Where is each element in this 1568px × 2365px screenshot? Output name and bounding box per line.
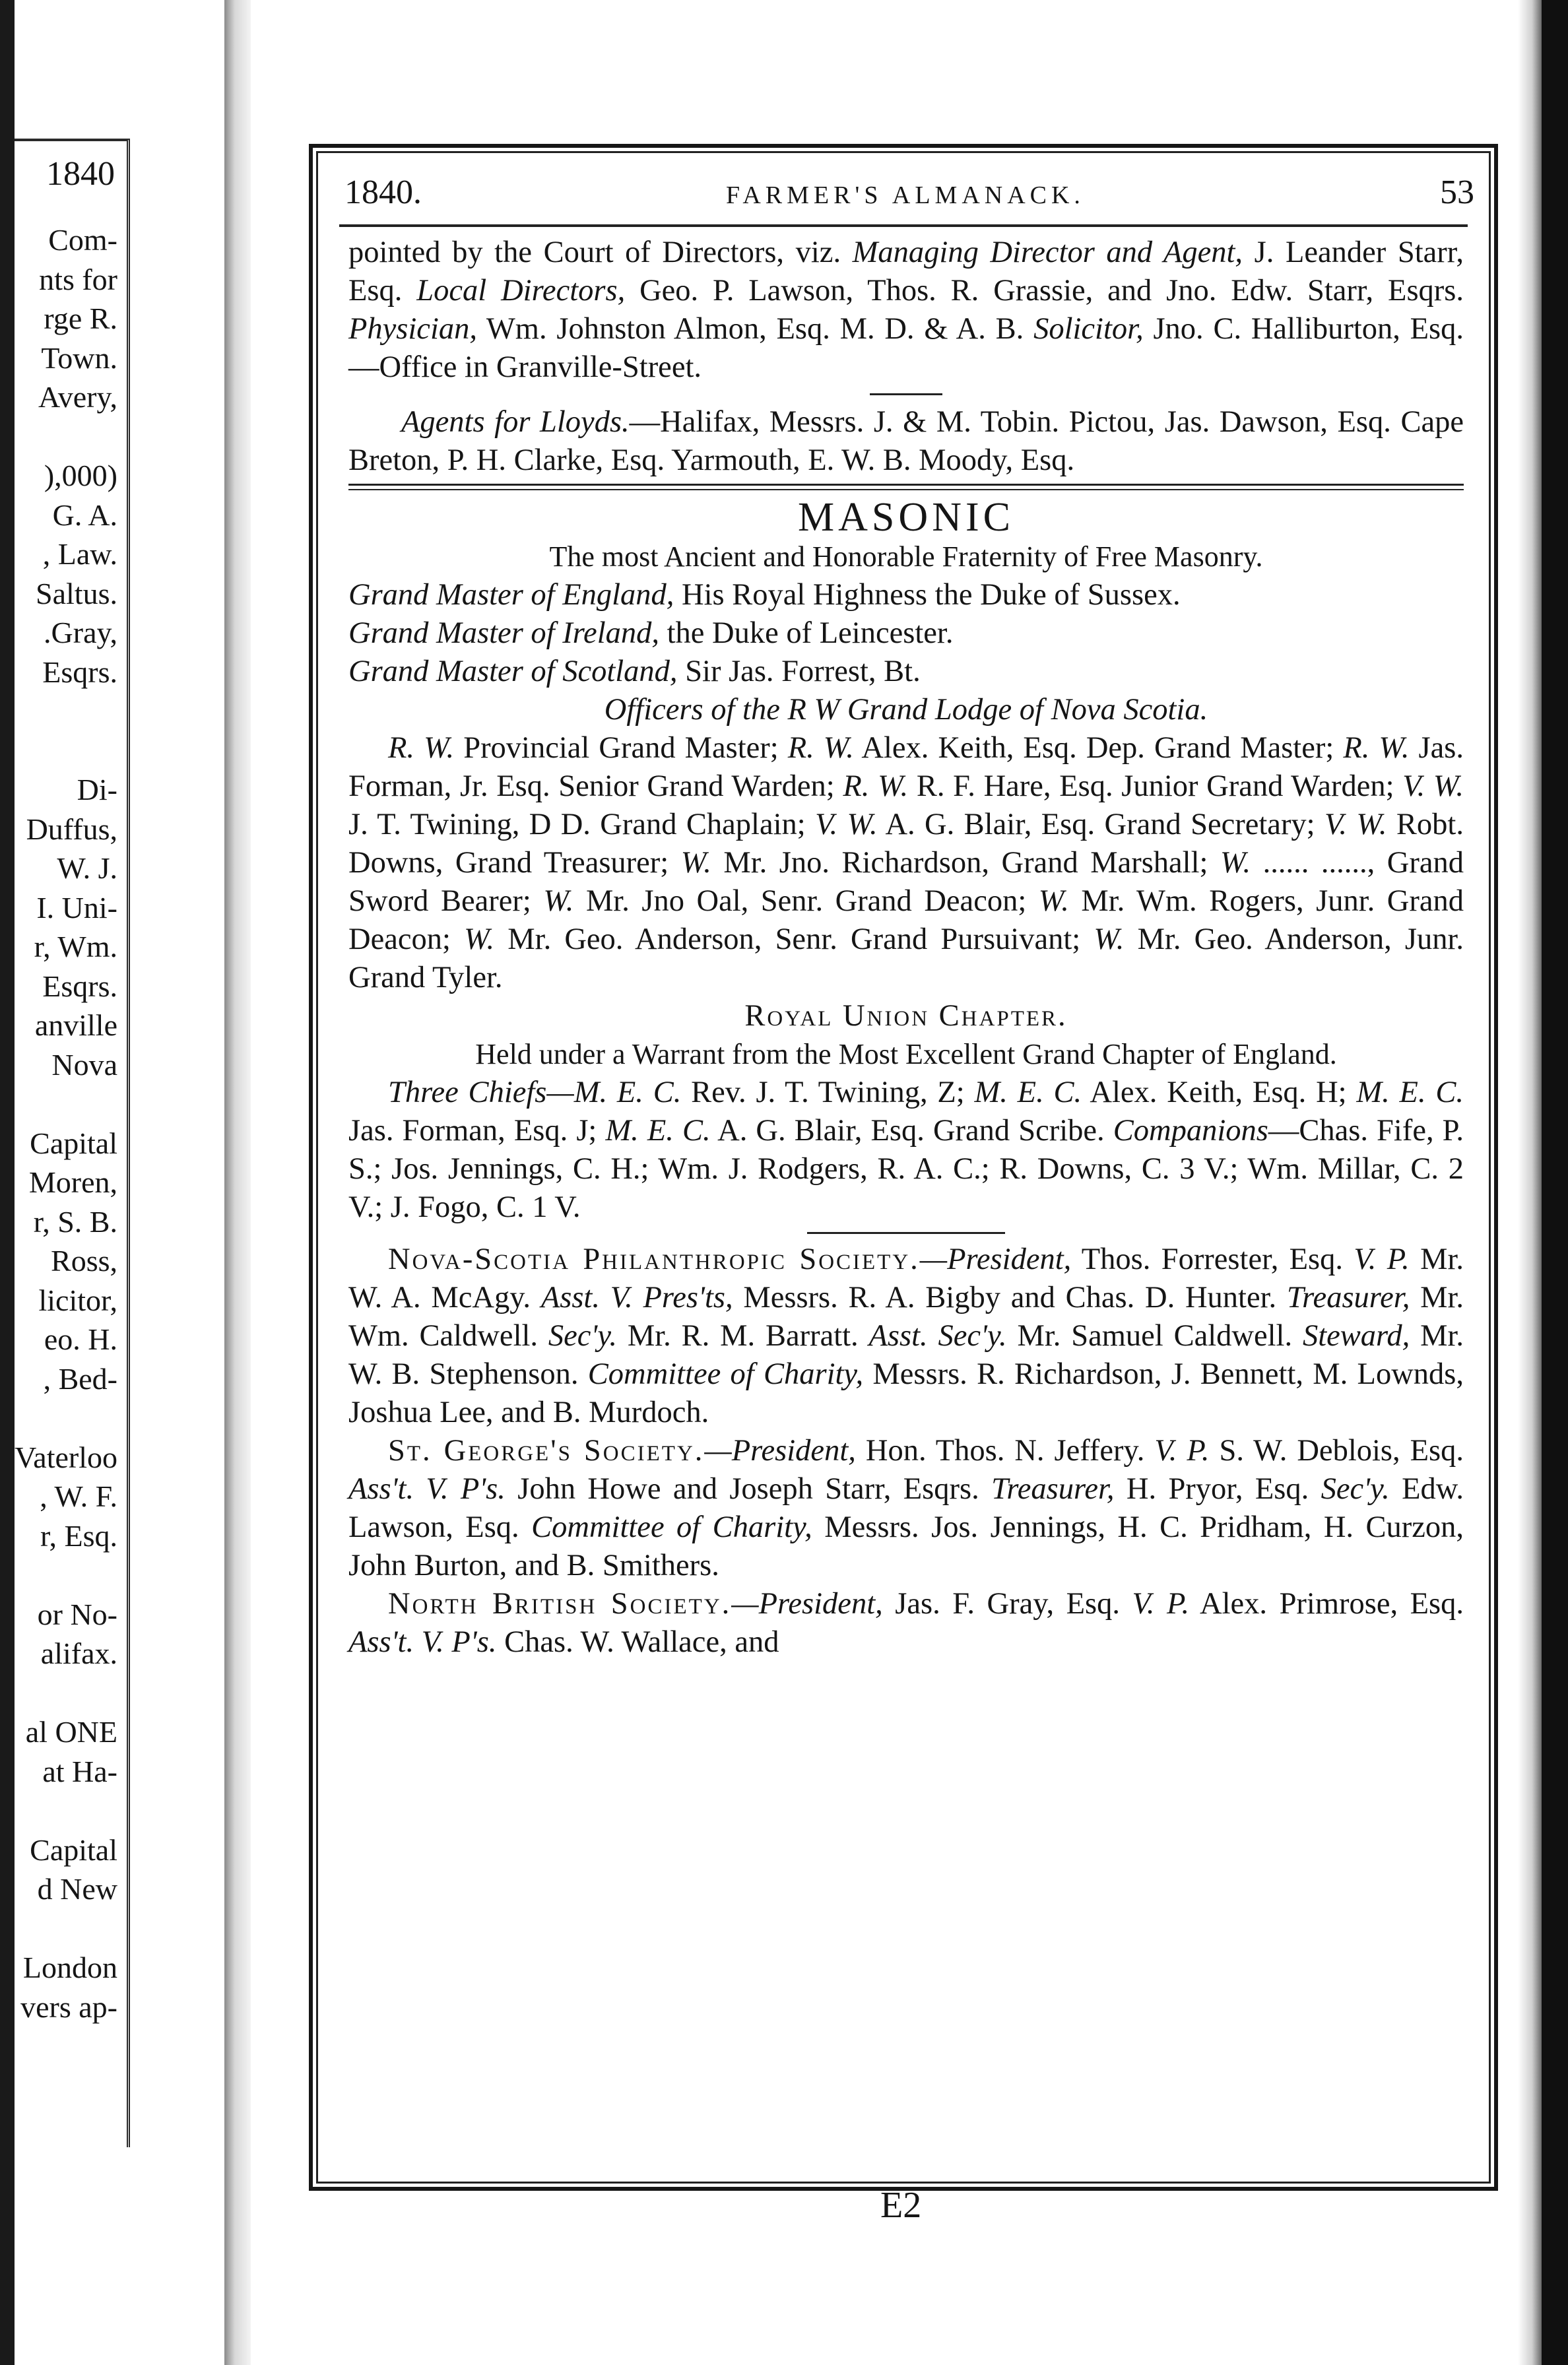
- left-page-line: , Bed-: [43, 1361, 117, 1396]
- left-page-line: Capital: [30, 1832, 117, 1867]
- royal-union-title: Royal Union Chapter.: [744, 999, 1068, 1033]
- header-year: 1840.: [344, 174, 422, 211]
- left-page-line: [15, 1791, 117, 1830]
- left-page-line: W. J.: [57, 851, 117, 885]
- left-page-line: licitor,: [38, 1283, 117, 1317]
- left-page-lines: [15, 220, 117, 2026]
- left-page-line: Saltus.: [36, 576, 117, 610]
- left-page-line: nts for: [39, 262, 117, 296]
- left-page-line: I. Uni-: [36, 890, 117, 924]
- left-page-line: r, S. B.: [33, 1204, 117, 1239]
- left-page-line: rge R.: [44, 302, 117, 335]
- left-page-line: Ross,: [51, 1244, 117, 1278]
- left-page-line: al ONE: [25, 1715, 117, 1749]
- grand-master-scotland: Grand Master of Scotland, Sir Jas. Forrest, Bt.: [348, 655, 921, 688]
- grand-master-england: Grand Master of England, His Royal Highness the Duke of Sussex.: [348, 578, 1181, 612]
- section-divider: [870, 393, 942, 395]
- left-page-line: eo. H.: [44, 1322, 117, 1356]
- left-page-line: , W. F.: [40, 1479, 117, 1513]
- page-edge-shadow: [1518, 0, 1542, 2365]
- left-page-line: Nova: [51, 1047, 117, 1082]
- grand-master-ireland: Grand Master of Ireland, the Duke of Leincester.: [348, 616, 954, 650]
- signature-mark: E2: [880, 2185, 922, 2226]
- left-page-line: Town.: [41, 340, 117, 375]
- page-body: [348, 234, 1464, 1662]
- left-page-line: [15, 1398, 117, 1438]
- left-page-line: d New: [37, 1872, 117, 1906]
- section-divider-long: [807, 1232, 1005, 1234]
- left-page-line: [15, 1909, 117, 1949]
- left-page-line: at Ha-: [42, 1754, 117, 1788]
- book-gutter: [224, 0, 251, 2365]
- page-number: 53: [1440, 174, 1474, 211]
- left-page-line: r, Esq.: [40, 1518, 117, 1553]
- header-title: FARMER'S ALMANACK.: [726, 181, 1085, 209]
- lloyds-label: Agents for Lloyds.: [401, 405, 630, 439]
- left-page-line: Moren,: [28, 1165, 117, 1199]
- north-british-society: North British Society.—President, Jas. F. Gray, Esq. V. P. Alex. Primrose, Esq. Ass't. V. P's. Chas. W. Wallace, and: [348, 1587, 1464, 1659]
- left-page-line: vers ap-: [20, 1990, 117, 2024]
- left-page-line: r, Wm.: [34, 930, 117, 963]
- page-frame: [309, 144, 1498, 2191]
- left-page-line: [15, 692, 117, 731]
- left-page-line: or No-: [37, 1597, 117, 1631]
- masonic-subtitle: The most Ancient and Honorable Fraternity of Free Masonry.: [549, 540, 1263, 573]
- left-page-line: Com-: [48, 223, 117, 257]
- left-page-line: [15, 1673, 117, 1713]
- royal-union-subtitle: Held under a Warrant from the Most Excellent Grand Chapter of England.: [475, 1038, 1337, 1070]
- left-page-fragment: [15, 139, 130, 2147]
- left-page-line: [15, 1555, 117, 1595]
- left-page-line: Capital: [30, 1126, 117, 1160]
- double-rule: [348, 484, 1464, 490]
- masonic-title: MASONIC: [798, 495, 1014, 540]
- left-page-line: G. A.: [52, 498, 117, 532]
- left-page-line: [15, 1084, 117, 1124]
- running-head: [344, 173, 1474, 219]
- insurance-paragraph: pointed by the Court of Directors, viz. Managing Director and Agent, J. Leander Starr, Esq. Local Directors, Geo. P. Lawson, Thos. R. Grassie, and Jno. Edw. Starr, Esqrs. Physician, Wm. Johnston Almon, Esq. M. D. & A. B. Solicitor, Jno. C. Halliburton, Esq.—Office in Granville-Street.: [348, 236, 1464, 384]
- left-page-line: .Gray,: [44, 616, 117, 649]
- scan-edge-left: [0, 0, 15, 2365]
- royal-union-officers: Three Chiefs—M. E. C. Rev. J. T. Twining, Z; M. E. C. Alex. Keith, Esq. H; M. E. C. Jas. Forman, Esq. J; M. E. C. A. G. Blair, Esq. Grand Scribe. Companions—Chas. Fife, P. S.; Jos. Jennings, C. H.; Wm. J. Rodgers, R. A. C.; R. Downs, C. 3 V.; Wm. Millar, C. 2 V.; J. Fogo, C. 1 V.: [348, 1076, 1464, 1224]
- left-page-line: anville: [34, 1008, 117, 1042]
- left-page-line: Di-: [77, 773, 117, 806]
- left-page-year: 1840: [46, 155, 115, 193]
- left-page-line: Avery,: [38, 380, 117, 414]
- left-page-line: , Law.: [42, 537, 117, 571]
- left-page-line: ),000): [44, 459, 117, 492]
- left-page-line: Vaterloo: [15, 1440, 117, 1474]
- left-page-line: alifax.: [40, 1636, 117, 1670]
- header-rule: [339, 224, 1468, 227]
- scan-edge-right: [1542, 0, 1568, 2365]
- left-page-line: Esqrs.: [42, 969, 117, 1003]
- left-page-line: [15, 417, 117, 457]
- grand-lodge-officers: R. W. Provincial Grand Master; R. W. Alex. Keith, Esq. Dep. Grand Master; R. W. Jas. Forman, Jr. Esq. Senior Grand Warden; R. W. R. F. Hare, Esq. Junior Grand Warden; V. W. J. T. Twining, D D. Grand Chaplain; V. W. A. G. Blair, Esq. Grand Secretary; V. W. Robt. Downs, Grand Treasurer; W. Mr. Jno. Richardson, Grand Marshall; W. ...... ......, Grand Sword Bearer; W. Mr. Jno Oal, Senr. Grand Deacon; W. Mr. Wm. Rogers, Junr. Grand Deacon; W. Mr. Geo. Anderson, Senr. Grand Pursuivant; W. Mr. Geo. Anderson, Junr. Grand Tyler.: [348, 731, 1464, 994]
- st-george-society: St. George's Society.—President, Hon. Thos. N. Jeffery. V. P. S. W. Deblois, Esq. Ass't. V. P's. John Howe and Joseph Starr, Esqrs. Treasurer, H. Pryor, Esq. Sec'y. Edw. Lawson, Esq. Committee of Charity, Messrs. Jos. Jennings, H. C. Pridham, H. Curzon, John Burton, and B. Smithers.: [348, 1434, 1464, 1582]
- left-page-line: Duffus,: [26, 812, 117, 846]
- lloyds-paragraph: Agents for Lloyds.—Halifax, Messrs. J. & M. Tobin. Pictou, Jas. Dawson, Esq. Cape Breton, P. H. Clarke, Esq. Yarmouth, E. W. B. Moody, Esq.: [348, 405, 1464, 477]
- philanthropic-society: Nova-Scotia Philanthropic Society.—President, Thos. Forrester, Esq. V. P. Mr. W. A. McAgy. Asst. V. Pres'ts, Messrs. R. A. Bigby and Chas. D. Hunter. Treasurer, Mr. Wm. Caldwell. Sec'y. Mr. R. M. Barratt. Asst. Sec'y. Mr. Samuel Caldwell. Steward, Mr. W. B. Stephenson. Committee of Charity, Messrs. R. Richardson, J. Bennett, M. Lownds, Joshua Lee, and B. Murdoch.: [348, 1243, 1464, 1429]
- officers-heading: Officers of the R W Grand Lodge of Nova Scotia.: [604, 693, 1208, 727]
- left-page-line: [15, 731, 117, 771]
- left-page-line: London: [22, 1951, 117, 1984]
- left-page-line: Esqrs.: [42, 655, 117, 689]
